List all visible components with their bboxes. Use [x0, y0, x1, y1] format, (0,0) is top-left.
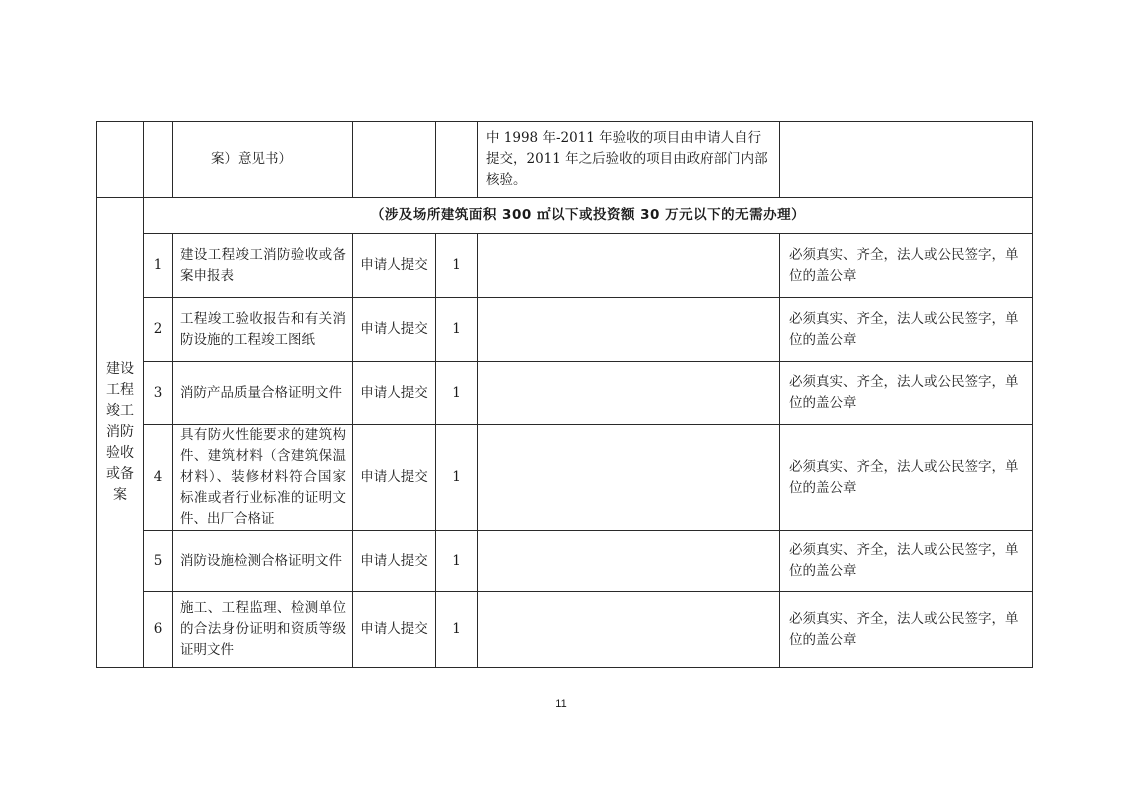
material-name-cell [173, 122, 353, 198]
source: 申请人提交 [353, 234, 436, 298]
count: 1 [436, 362, 478, 425]
note: 必须真实、齐全，法人或公民签字，单位的盖公章 [780, 234, 1033, 298]
source-cell [353, 122, 436, 198]
table-row [97, 234, 1033, 298]
category-cell [97, 122, 144, 198]
note-cell [780, 122, 1033, 198]
table-row [97, 362, 1033, 425]
note: 必须真实、齐全，法人或公民签字，单位的盖公章 [780, 531, 1033, 592]
material-name: 案）意见书） [211, 151, 292, 167]
table-row [97, 592, 1033, 668]
material-name: 消防设施检测合格证明文件 [173, 531, 353, 592]
source: 申请人提交 [353, 531, 436, 592]
count: 1 [436, 298, 478, 362]
section-header-row [97, 198, 1033, 234]
count-cell [436, 122, 478, 198]
category-cell [97, 198, 144, 668]
standard-text: 中 1998 年-2011 年验收的项目由申请人自行提交，2011 年之后验收的项目由政府部门内部核验。 [486, 130, 768, 188]
note: 必须真实、齐全，法人或公民签字，单位的盖公章 [780, 592, 1033, 668]
standard-cell [478, 122, 780, 198]
standard [478, 592, 780, 668]
row-number: 4 [144, 425, 173, 531]
row-number: 2 [144, 298, 173, 362]
section-heading: （涉及场所建筑面积 300 ㎡以下或投资额 30 万元以下的无需办理） [144, 198, 1033, 234]
category-label: 建设工程竣工消防验收或备案 [106, 361, 134, 503]
material-name: 消防产品质量合格证明文件 [173, 362, 353, 425]
row-number: 6 [144, 592, 173, 668]
number-cell [144, 122, 173, 198]
note: 必须真实、齐全，法人或公民签字，单位的盖公章 [780, 362, 1033, 425]
standard [478, 298, 780, 362]
material-name: 施工、工程监理、检测单位的合法身份证明和资质等级证明文件 [173, 592, 353, 668]
row-number: 5 [144, 531, 173, 592]
continued-row [97, 122, 1033, 198]
material-name: 工程竣工验收报告和有关消防设施的工程竣工图纸 [173, 298, 353, 362]
row-number: 3 [144, 362, 173, 425]
count: 1 [436, 592, 478, 668]
page-number: 11 [555, 698, 567, 710]
row-number: 1 [144, 234, 173, 298]
count: 1 [436, 531, 478, 592]
materials-table [96, 121, 1033, 668]
standard [478, 531, 780, 592]
standard [478, 362, 780, 425]
count: 1 [436, 425, 478, 531]
source: 申请人提交 [353, 362, 436, 425]
source: 申请人提交 [353, 425, 436, 531]
table-row [97, 298, 1033, 362]
table-row [97, 531, 1033, 592]
table-row [97, 425, 1033, 531]
standard [478, 425, 780, 531]
note: 必须真实、齐全，法人或公民签字，单位的盖公章 [780, 298, 1033, 362]
note: 必须真实、齐全，法人或公民签字，单位的盖公章 [780, 425, 1033, 531]
standard [478, 234, 780, 298]
material-name: 具有防火性能要求的建筑构件、建筑材料（含建筑保温材料）、装修材料符合国家标准或者行业标准的证明文件、出厂合格证 [173, 425, 353, 531]
material-name: 建设工程竣工消防验收或备案申报表 [173, 234, 353, 298]
source: 申请人提交 [353, 298, 436, 362]
count: 1 [436, 234, 478, 298]
source: 申请人提交 [353, 592, 436, 668]
